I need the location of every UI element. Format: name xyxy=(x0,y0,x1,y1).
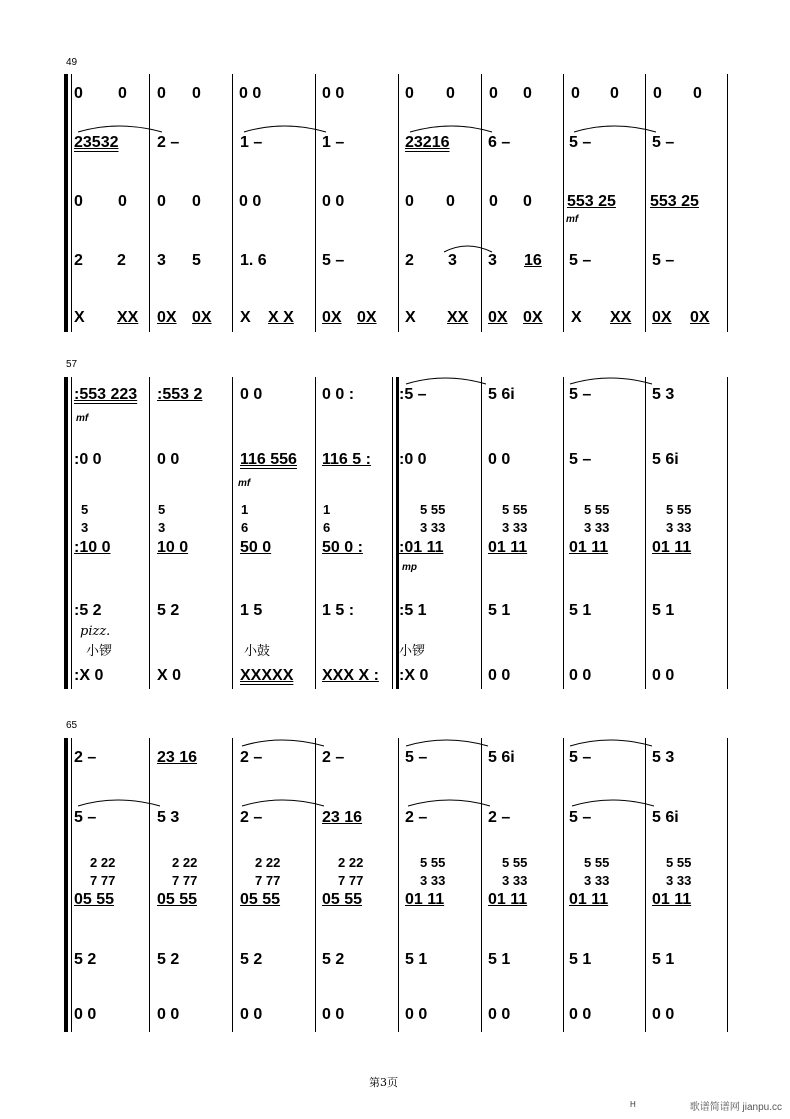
note-cell: 0 0 xyxy=(488,1006,511,1023)
note-cell: 116 556 xyxy=(240,451,297,468)
note-cell: 2 – xyxy=(74,749,97,766)
note-cell: 116 5 : xyxy=(322,451,371,468)
note-cell: 0X xyxy=(322,309,342,326)
instrument-label: 小锣 xyxy=(86,643,113,658)
barline xyxy=(481,377,482,689)
chord-note: 5 55 xyxy=(502,855,528,870)
note-cell: 2 xyxy=(74,252,83,269)
note-cell: 23532 xyxy=(74,134,119,151)
note-cell: XXX X : xyxy=(322,667,379,684)
note-cell: 5 3 xyxy=(652,749,675,766)
chord-note: 7 77 xyxy=(172,873,198,888)
note-cell: 0 0 xyxy=(74,1006,97,1023)
barline xyxy=(563,377,564,689)
chord-note: 3 33 xyxy=(502,520,528,535)
note-cell: 0X xyxy=(192,309,212,326)
note-cell: 5 2 xyxy=(322,951,345,968)
system-bracket xyxy=(64,738,68,1032)
chord-note: 3 33 xyxy=(584,873,610,888)
note-cell: 5 2 xyxy=(74,951,97,968)
note-cell: 0X xyxy=(157,309,177,326)
note-cell: 5 2 xyxy=(157,602,180,619)
note-cell: 0 xyxy=(74,193,83,210)
slur-layer xyxy=(236,734,716,750)
note-cell: 5 3 xyxy=(157,809,180,826)
note-cell: 0 0 xyxy=(157,1006,180,1023)
note-cell: 0 0 xyxy=(157,451,180,468)
note-cell: 5 xyxy=(192,252,201,269)
chord-note: 3 33 xyxy=(666,520,692,535)
note-cell: 3 xyxy=(448,252,457,269)
barline xyxy=(149,377,150,689)
note-cell: 0 xyxy=(571,85,580,102)
chord-note: 5 55 xyxy=(666,502,692,517)
note-cell: 0 0 xyxy=(569,1006,592,1023)
chord-note: 1 xyxy=(323,502,331,517)
note-cell: 05 55 xyxy=(322,891,363,908)
note-cell: :X 0 xyxy=(74,667,104,684)
note-cell: 5 – xyxy=(322,252,345,269)
note-cell: 0 xyxy=(118,85,127,102)
chord-note: 5 xyxy=(158,502,166,517)
note-cell: :10 0 xyxy=(74,539,111,556)
note-cell: 23 16 xyxy=(157,749,198,766)
note-cell: 0 xyxy=(523,193,532,210)
note-cell: 2 – xyxy=(240,749,263,766)
barline xyxy=(645,738,646,1032)
repeat-barline xyxy=(392,377,393,689)
watermark: 歌谱简谱网 jianpu.cc xyxy=(689,1102,782,1113)
measure-number: 65 xyxy=(66,720,78,731)
note-cell: :553 2 xyxy=(157,386,203,403)
note-cell: :01 11 xyxy=(399,539,444,556)
note-cell: 01 11 xyxy=(652,891,692,908)
note-cell: X xyxy=(571,309,582,326)
barline xyxy=(232,377,233,689)
note-cell: 0 0 xyxy=(239,85,262,102)
note-cell: 0 0 xyxy=(240,386,263,403)
note-cell: 5 6i xyxy=(652,809,679,826)
barline xyxy=(149,74,150,332)
note-cell: 1. 6 xyxy=(240,252,267,269)
note-cell: 6 – xyxy=(488,134,511,151)
chord-note: 1 xyxy=(241,502,249,517)
note-cell: 5 – xyxy=(405,749,428,766)
barline xyxy=(645,74,646,332)
barline xyxy=(481,74,482,332)
note-cell: 0 xyxy=(523,85,532,102)
note-cell: 0 xyxy=(192,85,201,102)
dynamic-mark: mf xyxy=(238,478,251,489)
note-cell: 1 5 xyxy=(240,602,263,619)
note-cell: 5 6i xyxy=(652,451,679,468)
note-cell: 23216 xyxy=(405,134,450,151)
note-cell: 0X xyxy=(488,309,508,326)
note-cell: 2 xyxy=(405,252,414,269)
note-cell: :X 0 xyxy=(399,667,429,684)
note-cell: X xyxy=(405,309,416,326)
page-number: 第3页 xyxy=(369,1076,398,1089)
note-cell: 0 xyxy=(192,193,201,210)
note-cell: XX xyxy=(447,309,469,326)
instrument-label: 小鼓 xyxy=(244,643,271,658)
system-bracket-line xyxy=(71,377,72,689)
note-cell: 0 0 xyxy=(322,193,345,210)
chord-note: 5 55 xyxy=(584,855,610,870)
chord-note: 6 xyxy=(241,520,249,535)
note-cell: 0 xyxy=(157,85,166,102)
note-cell: 5 2 xyxy=(157,951,180,968)
barline xyxy=(232,74,233,332)
barline xyxy=(645,377,646,689)
note-cell: 5 – xyxy=(74,809,97,826)
note-cell: 01 11 xyxy=(488,891,528,908)
note-cell: 5 – xyxy=(652,134,675,151)
note-cell: 05 55 xyxy=(157,891,198,908)
note-cell: 2 – xyxy=(488,809,511,826)
note-cell: XX xyxy=(610,309,632,326)
note-cell: 2 – xyxy=(322,749,345,766)
note-cell: :5 – xyxy=(399,386,427,403)
note-cell: 0 0 xyxy=(488,451,511,468)
note-cell: 5 – xyxy=(569,809,592,826)
note-cell: 5 6i xyxy=(488,749,515,766)
slur-layer xyxy=(440,242,500,256)
note-cell: XX xyxy=(117,309,139,326)
note-cell: :5 1 xyxy=(399,602,427,619)
dynamic-mark: mf xyxy=(76,413,89,424)
note-cell: 5 – xyxy=(569,749,592,766)
note-cell: :5 2 xyxy=(74,602,102,619)
barline xyxy=(232,738,233,1032)
barline xyxy=(727,74,728,332)
note-cell: 0X xyxy=(523,309,543,326)
note-cell: 553 25 xyxy=(567,193,616,210)
chord-note: 6 xyxy=(323,520,331,535)
chord-note: 3 33 xyxy=(584,520,610,535)
note-cell: :0 0 xyxy=(74,451,102,468)
measure-number: 49 xyxy=(66,57,78,68)
note-cell: 0 xyxy=(653,85,662,102)
note-cell: :0 0 xyxy=(399,451,427,468)
corner-mark: H xyxy=(630,1100,636,1109)
barline xyxy=(727,738,728,1032)
note-cell: X xyxy=(240,309,251,326)
system-bracket-line xyxy=(71,738,72,1032)
note-cell: 1 – xyxy=(240,134,263,151)
note-cell: 0 xyxy=(118,193,127,210)
barline xyxy=(149,738,150,1032)
note-cell: 0 xyxy=(693,85,702,102)
chord-note: 5 55 xyxy=(420,502,446,517)
barline xyxy=(398,74,399,332)
note-cell: 0 0 xyxy=(569,667,592,684)
chord-note: 3 33 xyxy=(666,873,692,888)
chord-note: 3 xyxy=(158,520,166,535)
note-cell: 5 – xyxy=(569,451,592,468)
slur-layer xyxy=(74,122,790,138)
note-cell: 01 11 xyxy=(488,539,528,556)
note-cell: 2 – xyxy=(405,809,428,826)
note-cell: 01 11 xyxy=(569,539,609,556)
note-cell: 0 0 xyxy=(322,85,345,102)
chord-note: 3 33 xyxy=(420,873,446,888)
chord-note: 3 xyxy=(81,520,89,535)
measure-number: 57 xyxy=(66,359,78,370)
note-cell: 5 1 xyxy=(405,951,428,968)
barline xyxy=(563,74,564,332)
chord-note: 7 77 xyxy=(338,873,364,888)
note-cell: 0 0 xyxy=(488,667,511,684)
note-cell: X X xyxy=(268,309,294,326)
slur-layer xyxy=(72,794,712,810)
note-cell: 5 – xyxy=(569,386,592,403)
note-cell: 0 xyxy=(446,85,455,102)
note-cell: 1 5 : xyxy=(322,602,355,619)
note-cell: 50 0 : xyxy=(322,539,363,556)
note-cell: 01 11 xyxy=(652,539,692,556)
note-cell: 0 xyxy=(610,85,619,102)
note-cell: 0 xyxy=(74,85,83,102)
chord-note: 2 22 xyxy=(255,855,281,870)
note-cell: 01 11 xyxy=(569,891,609,908)
chord-note: 3 33 xyxy=(420,520,446,535)
note-cell: 05 55 xyxy=(74,891,115,908)
note-cell: 16 xyxy=(524,252,542,269)
barline xyxy=(727,377,728,689)
note-cell: 3 xyxy=(157,252,166,269)
chord-note: 7 77 xyxy=(255,873,281,888)
note-cell: 23 16 xyxy=(322,809,363,826)
note-cell: 0 0 xyxy=(240,1006,263,1023)
note-cell: 0 0 xyxy=(405,1006,428,1023)
note-cell: 2 – xyxy=(240,809,263,826)
note-cell: 3 xyxy=(488,252,497,269)
chord-note: 7 77 xyxy=(90,873,116,888)
note-cell: X 0 xyxy=(157,667,182,684)
chord-note: 5 55 xyxy=(502,502,528,517)
note-cell: X xyxy=(74,309,85,326)
note-cell: 05 55 xyxy=(240,891,281,908)
note-cell: 5 1 xyxy=(569,602,592,619)
note-cell: 5 1 xyxy=(488,951,511,968)
note-cell: 5 2 xyxy=(240,951,263,968)
note-cell: 5 – xyxy=(569,134,592,151)
note-cell: 5 – xyxy=(652,252,675,269)
chord-note: 2 22 xyxy=(172,855,198,870)
barline xyxy=(563,738,564,1032)
note-cell: 5 6i xyxy=(488,386,515,403)
note-cell: 0 0 xyxy=(239,193,262,210)
system-bracket xyxy=(64,377,68,689)
slur-layer xyxy=(400,372,720,388)
note-cell: 2 xyxy=(117,252,126,269)
chord-note: 2 22 xyxy=(338,855,364,870)
chord-note: 5 55 xyxy=(584,502,610,517)
chord-note: 2 22 xyxy=(90,855,116,870)
note-cell: 0 xyxy=(489,85,498,102)
note-cell: 0X xyxy=(690,309,710,326)
note-cell: 0 xyxy=(405,193,414,210)
note-cell: 01 11 xyxy=(405,891,445,908)
dynamic-mark: mf xyxy=(566,214,579,225)
note-cell: 0X xyxy=(357,309,377,326)
note-cell: 5 3 xyxy=(652,386,675,403)
note-cell: 0X xyxy=(652,309,672,326)
chord-note: 5 55 xyxy=(666,855,692,870)
note-cell: 0 xyxy=(489,193,498,210)
note-cell: 0 0 : xyxy=(322,386,355,403)
system-bracket xyxy=(64,74,68,332)
note-cell: 5 1 xyxy=(652,602,675,619)
note-cell: 5 1 xyxy=(652,951,675,968)
barline xyxy=(315,377,316,689)
barline xyxy=(315,738,316,1032)
note-cell: XXXXX xyxy=(240,667,294,684)
note-cell: 1 – xyxy=(322,134,345,151)
system-bracket-line xyxy=(71,74,72,332)
note-cell: 0 xyxy=(405,85,414,102)
barline xyxy=(481,738,482,1032)
note-cell: :553 223 xyxy=(74,386,138,403)
note-cell: 0 0 xyxy=(322,1006,345,1023)
note-cell: 50 0 xyxy=(240,539,272,556)
instrument-label: pizz. xyxy=(80,624,111,639)
note-cell: 0 0 xyxy=(652,667,675,684)
note-cell: 553 25 xyxy=(650,193,699,210)
chord-note: 5 xyxy=(81,502,89,517)
note-cell: 5 – xyxy=(569,252,592,269)
note-cell: 10 0 xyxy=(157,539,189,556)
note-cell: 0 xyxy=(157,193,166,210)
note-cell: 2 – xyxy=(157,134,180,151)
barline xyxy=(315,74,316,332)
note-cell: 5 1 xyxy=(488,602,511,619)
note-cell: 0 0 xyxy=(652,1006,675,1023)
barline xyxy=(398,738,399,1032)
instrument-label: 小锣 xyxy=(399,643,426,658)
chord-note: 5 55 xyxy=(420,855,446,870)
note-cell: 0 xyxy=(446,193,455,210)
note-cell: 5 1 xyxy=(569,951,592,968)
chord-note: 3 33 xyxy=(502,873,528,888)
dynamic-mark: mp xyxy=(402,562,417,573)
